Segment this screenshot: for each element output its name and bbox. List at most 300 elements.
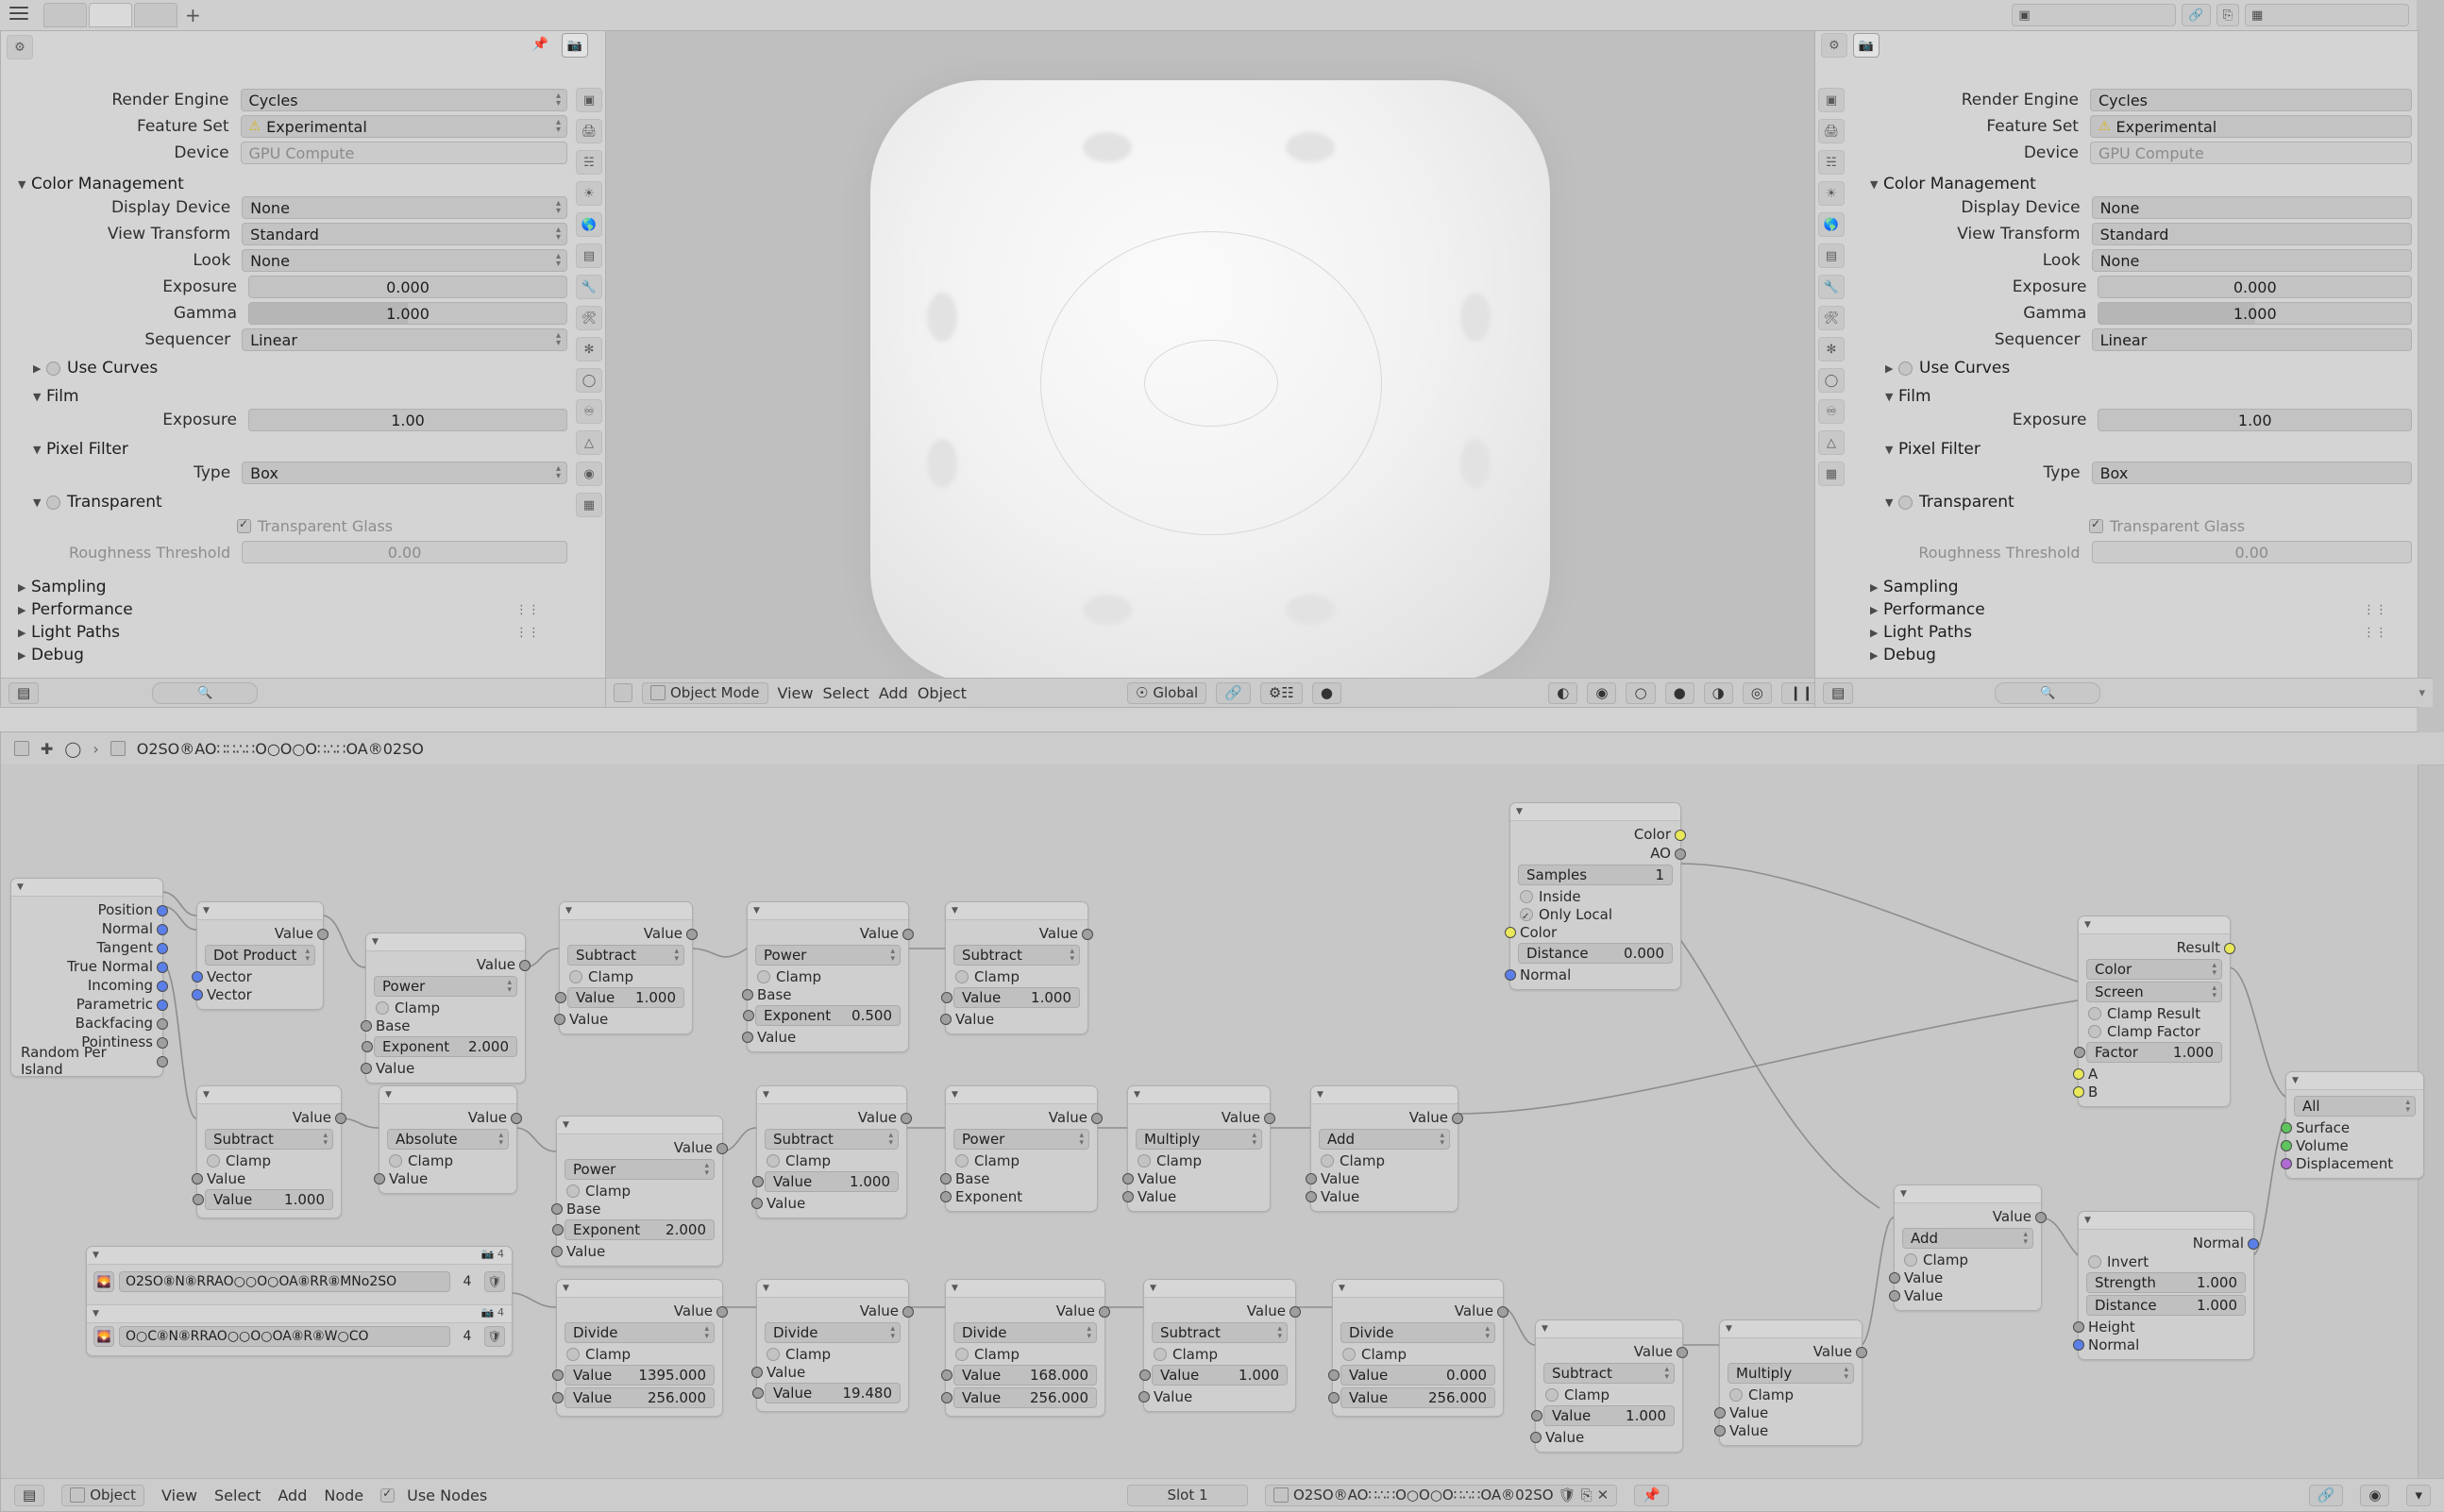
node-header[interactable] — [1311, 1086, 1458, 1104]
tab-viewlayer-icon[interactable]: ☵ — [1818, 150, 1845, 175]
snap-target[interactable]: ⚙☷ — [1260, 682, 1303, 704]
input-row-b[interactable] — [2079, 1083, 2230, 1100]
editor-mode-selector[interactable] — [642, 682, 768, 704]
value-field[interactable] — [565, 1387, 715, 1408]
output-socket[interactable] — [519, 960, 531, 971]
output-row-result[interactable] — [2079, 938, 2230, 957]
output-socket[interactable] — [335, 1113, 346, 1124]
output-socket[interactable] — [1452, 1113, 1463, 1124]
input-row[interactable] — [1895, 1268, 2041, 1286]
sampling-section[interactable] — [1853, 576, 2412, 598]
output-socket-pointiness[interactable] — [157, 1037, 168, 1049]
socket-row-normal[interactable] — [11, 919, 162, 938]
input-socket[interactable] — [940, 1014, 952, 1025]
roughness-threshold-value[interactable] — [2092, 541, 2412, 563]
input-row-vector-1[interactable] — [197, 967, 323, 985]
transparent-glass-toggle[interactable] — [2089, 517, 2245, 535]
tab-world-icon[interactable]: 🌎 — [1818, 212, 1845, 237]
display-device-value[interactable] — [242, 196, 567, 219]
light-paths-section[interactable] — [1, 621, 567, 644]
output-row[interactable] — [1144, 1302, 1295, 1320]
input-row-color[interactable] — [1510, 923, 1680, 941]
bump-distance-field[interactable] — [2086, 1295, 2246, 1316]
output-socket[interactable] — [902, 1306, 914, 1318]
operation-dropdown[interactable] — [565, 1159, 715, 1180]
material-slot-selector[interactable] — [1127, 1485, 1248, 1506]
node-header[interactable] — [557, 1280, 722, 1298]
operation-dropdown[interactable] — [953, 1322, 1097, 1343]
value-field[interactable] — [953, 1365, 1097, 1386]
transform-orientation-selector[interactable]: ☉ Global — [1127, 682, 1206, 704]
value-field[interactable] — [374, 1036, 517, 1057]
output-socket[interactable] — [1289, 1306, 1301, 1318]
tab-output-icon[interactable]: 🖨 — [576, 119, 602, 143]
node-header[interactable] — [1144, 1280, 1295, 1298]
output-socket[interactable] — [1264, 1113, 1275, 1124]
performance-section[interactable] — [1853, 598, 2412, 621]
operation-dropdown[interactable] — [1902, 1228, 2033, 1249]
node-mix[interactable] — [2078, 916, 2231, 1107]
input-socket[interactable] — [743, 1010, 754, 1021]
material-name-field[interactable] — [1265, 1485, 1617, 1506]
image-icon[interactable]: 🌄 — [93, 1326, 114, 1347]
sampling-section[interactable] — [1, 576, 567, 598]
output-row-color[interactable] — [1510, 825, 1680, 844]
film-exposure-value[interactable] — [248, 409, 567, 431]
3d-viewport[interactable] — [605, 30, 1815, 708]
node-header[interactable] — [2079, 916, 2230, 934]
clamp-toggle[interactable] — [560, 967, 692, 985]
input-row[interactable] — [379, 1169, 516, 1187]
copy-icon[interactable]: ⎘ — [2216, 4, 2239, 26]
input-socket-b[interactable] — [2073, 1086, 2084, 1098]
feature-set-value[interactable] — [2090, 115, 2412, 138]
node-header[interactable] — [1510, 803, 1680, 821]
clamp-toggle[interactable] — [557, 1345, 722, 1363]
menu-select[interactable]: Select — [822, 683, 869, 702]
output-socket-parametric[interactable] — [157, 1000, 168, 1011]
shield-icon[interactable]: 🛡 — [484, 1326, 505, 1347]
inside-toggle[interactable] — [1510, 887, 1680, 905]
output-row[interactable] — [197, 924, 323, 943]
input-socket[interactable] — [1306, 1191, 1317, 1202]
input-row[interactable] — [1720, 1403, 1862, 1421]
filter-type-value[interactable] — [2092, 462, 2412, 484]
input-socket[interactable] — [940, 1173, 952, 1184]
operation-dropdown[interactable] — [374, 976, 517, 997]
node-math-divide-4[interactable] — [1332, 1279, 1504, 1417]
input-socket[interactable] — [751, 1198, 763, 1209]
image-icon[interactable]: 🌄 — [93, 1271, 114, 1292]
clamp-toggle[interactable] — [946, 1345, 1104, 1363]
node-math-divide-3[interactable] — [945, 1279, 1105, 1417]
output-row[interactable] — [946, 1108, 1097, 1127]
value-field[interactable] — [565, 1365, 715, 1386]
input-row-height[interactable] — [2079, 1318, 2253, 1336]
device-value[interactable] — [2090, 142, 2412, 164]
tab-particles-icon[interactable]: ✻ — [1818, 337, 1845, 361]
snap-toggle[interactable]: 🔗 — [1216, 682, 1251, 704]
output-row[interactable] — [1128, 1108, 1270, 1127]
node-header[interactable] — [197, 1086, 341, 1104]
clamp-toggle[interactable] — [757, 1345, 908, 1363]
menu-view[interactable]: View — [777, 683, 814, 702]
clamp-toggle[interactable] — [748, 967, 908, 985]
sequencer-value[interactable] — [2092, 328, 2412, 351]
clamp-toggle[interactable] — [557, 1182, 722, 1200]
input-row[interactable] — [757, 1194, 906, 1212]
operation-dropdown[interactable] — [953, 945, 1080, 966]
properties-search-left[interactable]: 🔍 — [152, 682, 258, 704]
distance-field[interactable] — [1518, 943, 1673, 964]
input-row[interactable] — [1895, 1286, 2041, 1304]
tab-output-icon[interactable]: 🖨 — [1818, 119, 1845, 143]
operation-dropdown[interactable] — [565, 1322, 715, 1343]
output-row[interactable] — [757, 1108, 906, 1127]
value-field[interactable] — [1340, 1387, 1495, 1408]
shading-wireframe[interactable]: ○ — [1626, 682, 1655, 704]
node-header[interactable] — [2079, 1212, 2253, 1230]
transparent-section[interactable] — [1, 491, 567, 513]
input-socket[interactable] — [554, 1014, 565, 1025]
node-math-subtract-4[interactable] — [756, 1085, 907, 1218]
input-socket[interactable] — [1328, 1369, 1340, 1381]
input-socket[interactable] — [941, 1392, 952, 1403]
node-header[interactable] — [946, 1280, 1104, 1298]
input-socket[interactable] — [751, 1367, 763, 1378]
output-socket[interactable] — [902, 929, 914, 940]
tab-render-icon[interactable]: ▣ — [1818, 88, 1845, 112]
node-image-group[interactable] — [86, 1246, 513, 1356]
node-canvas[interactable] — [1, 764, 2418, 1479]
input-socket-volume[interactable] — [2281, 1140, 2292, 1151]
clamp-toggle[interactable] — [1895, 1251, 2041, 1268]
input-row[interactable] — [366, 1016, 525, 1034]
operation-dropdown[interactable] — [953, 1129, 1089, 1150]
input-socket[interactable] — [1138, 1391, 1150, 1403]
output-row[interactable] — [1536, 1342, 1682, 1361]
tab-object-icon[interactable]: 🔧 — [1818, 275, 1845, 299]
tab-physics-icon[interactable]: ◯ — [1818, 368, 1845, 393]
options-icon[interactable]: ⋮⋮ — [2363, 602, 2387, 617]
input-socket-vector[interactable] — [192, 971, 203, 983]
use-nodes-toggle[interactable] — [380, 1487, 487, 1504]
clamp-toggle[interactable] — [1536, 1386, 1682, 1403]
film-section[interactable] — [1, 385, 567, 408]
operation-dropdown[interactable] — [1136, 1129, 1262, 1150]
editor-type-button-node[interactable]: ▤ — [14, 1485, 44, 1506]
node-math-subtract-5[interactable] — [1143, 1279, 1296, 1412]
output-row[interactable] — [1311, 1108, 1458, 1127]
tab-object-icon[interactable]: 🔧 — [576, 275, 602, 299]
input-socket-normal[interactable] — [2073, 1339, 2084, 1351]
input-row[interactable] — [366, 1059, 525, 1077]
output-socket[interactable] — [1082, 929, 1093, 940]
filter-type-value[interactable] — [242, 462, 567, 484]
operation-dropdown[interactable] — [205, 945, 315, 966]
node-math-power-3[interactable] — [556, 1116, 723, 1267]
pin-icon-left[interactable]: 📌 — [531, 37, 548, 52]
operation-dropdown[interactable] — [1728, 1363, 1854, 1384]
operation-dropdown[interactable] — [765, 1322, 901, 1343]
input-socket[interactable] — [555, 992, 566, 1003]
proportional-edit-toggle[interactable]: ● — [1312, 682, 1341, 704]
look-value[interactable] — [2092, 249, 2412, 272]
output-socket-normal[interactable] — [2248, 1238, 2259, 1250]
input-row[interactable] — [560, 1010, 692, 1028]
image-name-field[interactable]: O○C⑧N⑧RRAO○○O○OA⑧R⑧W○CO — [119, 1326, 450, 1347]
shield-icon[interactable]: 🛡 — [484, 1271, 505, 1292]
output-socket-incoming[interactable] — [157, 981, 168, 992]
clamp-toggle[interactable] — [379, 1151, 516, 1169]
input-socket[interactable] — [1139, 1369, 1151, 1381]
node-header[interactable] — [366, 933, 525, 951]
factor-field[interactable] — [2086, 1042, 2222, 1063]
input-socket[interactable] — [552, 1392, 564, 1403]
link-icon[interactable]: 🔗 — [2182, 4, 2210, 26]
input-row[interactable] — [748, 1028, 908, 1046]
viewport-overlay-toggle[interactable]: ◐ — [1548, 682, 1577, 704]
input-socket[interactable] — [193, 1194, 204, 1205]
blend-mode-dropdown[interactable] — [2086, 982, 2222, 1002]
image-name-field[interactable]: O2SO⑧N⑧RRAO○○O○OA⑧RR⑧MNo2SO — [119, 1271, 450, 1292]
menu-node[interactable]: Node — [324, 1486, 364, 1504]
socket-row-random-per-island[interactable] — [11, 1044, 162, 1078]
output-row[interactable] — [560, 924, 692, 943]
value-field[interactable] — [1152, 1365, 1288, 1386]
operation-dropdown[interactable] — [567, 945, 684, 966]
snap-node-toggle[interactable]: 🔗 — [2309, 1485, 2344, 1506]
input-socket-displacement[interactable] — [2281, 1158, 2292, 1169]
debug-section[interactable] — [1853, 644, 2412, 666]
menu-select[interactable]: Select — [214, 1486, 261, 1504]
input-row-a[interactable] — [2079, 1065, 2230, 1083]
options-icon[interactable]: ⋮⋮ — [515, 602, 540, 617]
view-transform-value[interactable] — [242, 223, 567, 245]
output-socket-position[interactable] — [157, 905, 168, 916]
input-row-volume[interactable] — [2286, 1136, 2423, 1154]
clamp-toggle[interactable] — [197, 1151, 341, 1169]
operation-dropdown[interactable] — [1543, 1363, 1675, 1384]
props-tab-render-left[interactable]: 📷 — [562, 33, 588, 58]
node-header[interactable] — [748, 902, 908, 920]
input-socket[interactable] — [551, 1246, 563, 1257]
node-header[interactable] — [757, 1280, 908, 1298]
output-row[interactable] — [757, 1302, 908, 1320]
node-header[interactable] — [560, 902, 692, 920]
strength-field[interactable] — [2086, 1272, 2246, 1293]
input-socket-surface[interactable] — [2281, 1122, 2292, 1134]
clamp-toggle[interactable] — [1128, 1151, 1270, 1169]
add-workspace-button[interactable]: + — [185, 4, 201, 26]
exposure-value[interactable] — [248, 276, 567, 298]
tab-render-icon[interactable]: ▣ — [576, 88, 602, 112]
use-curves-checkbox[interactable] — [46, 361, 60, 376]
output-row[interactable] — [1720, 1342, 1862, 1361]
shading-material[interactable]: ◑ — [1704, 682, 1733, 704]
input-socket[interactable] — [552, 1369, 564, 1381]
output-socket-normal[interactable] — [157, 924, 168, 935]
input-row[interactable] — [757, 1363, 908, 1381]
data-type-dropdown[interactable] — [2086, 959, 2222, 980]
output-row[interactable] — [748, 924, 908, 943]
input-row[interactable] — [557, 1200, 722, 1218]
collapse-icon[interactable]: ▾ — [2419, 685, 2425, 700]
tab-data-icon[interactable]: △ — [1818, 430, 1845, 455]
only-local-toggle[interactable] — [1510, 905, 1680, 923]
input-socket[interactable] — [1306, 1173, 1317, 1184]
clamp-toggle[interactable] — [1333, 1345, 1503, 1363]
output-row[interactable] — [197, 1108, 341, 1127]
use-curves-row[interactable] — [1, 357, 567, 379]
input-socket[interactable] — [1328, 1392, 1340, 1403]
input-socket-a[interactable] — [2073, 1068, 2084, 1080]
output-socket[interactable] — [1677, 1347, 1688, 1358]
socket-row-incoming[interactable] — [11, 976, 162, 995]
input-socket[interactable] — [752, 1387, 764, 1399]
gizmo-icon[interactable] — [614, 683, 632, 702]
render-engine-value[interactable] — [2090, 89, 2412, 111]
add-icon[interactable]: ✚ — [41, 739, 54, 758]
input-row[interactable] — [748, 985, 908, 1003]
input-row[interactable] — [1720, 1421, 1862, 1439]
transparent-checkbox[interactable] — [46, 496, 60, 510]
node-header[interactable] — [1720, 1320, 1862, 1338]
workspace-tab-1[interactable] — [43, 3, 87, 27]
node-header[interactable] — [1333, 1280, 1503, 1298]
node-header[interactable] — [379, 1086, 516, 1104]
input-row[interactable] — [946, 1010, 1087, 1028]
input-row[interactable] — [1536, 1428, 1682, 1446]
use-curves-row[interactable] — [1853, 357, 2412, 379]
pixel-filter-section[interactable] — [1853, 438, 2412, 461]
node-header[interactable] — [2286, 1072, 2423, 1090]
options-icon[interactable]: ⋮⋮ — [2363, 625, 2387, 640]
light-paths-section[interactable] — [1853, 621, 2412, 644]
shield-icon[interactable]: 🛡 — [1558, 1487, 1576, 1504]
input-socket[interactable] — [551, 1203, 563, 1215]
node-math-power-4[interactable] — [945, 1085, 1098, 1212]
pause-render-button[interactable]: ❙❙ — [1781, 682, 1822, 704]
value-field[interactable] — [1340, 1365, 1495, 1386]
film-exposure-value[interactable] — [2098, 409, 2412, 431]
input-socket[interactable] — [1122, 1173, 1134, 1184]
value-field[interactable] — [953, 1387, 1097, 1408]
input-socket[interactable] — [192, 1173, 203, 1184]
transparent-checkbox[interactable] — [1898, 496, 1913, 510]
output-socket-random[interactable] — [157, 1056, 168, 1067]
socket-row-tangent[interactable] — [11, 938, 162, 957]
input-row[interactable] — [1144, 1387, 1295, 1405]
operation-dropdown[interactable] — [755, 945, 901, 966]
operation-dropdown[interactable] — [1340, 1322, 1495, 1343]
output-row-normal[interactable] — [2079, 1234, 2253, 1252]
operation-dropdown[interactable] — [205, 1129, 333, 1150]
clamp-toggle[interactable] — [757, 1151, 906, 1169]
performance-section[interactable] — [1, 598, 567, 621]
input-row-vector-2[interactable] — [197, 985, 323, 1003]
operation-dropdown[interactable] — [1319, 1129, 1450, 1150]
look-value[interactable] — [242, 249, 567, 272]
close-icon[interactable]: ✕ — [1596, 1487, 1610, 1504]
node-header[interactable] — [946, 902, 1087, 920]
tab-constraint-icon[interactable]: ♾ — [1818, 399, 1845, 424]
output-socket-tangent[interactable] — [157, 943, 168, 954]
node-math-add-2[interactable] — [1894, 1184, 2042, 1311]
node-geometry[interactable] — [10, 878, 163, 1077]
burger-icon[interactable] — [9, 7, 28, 22]
output-row[interactable] — [379, 1108, 516, 1127]
output-socket[interactable] — [1091, 1113, 1103, 1124]
viewlayer-selector[interactable]: ▦ — [2245, 4, 2409, 26]
editor-type-button-right[interactable]: ▤ — [1823, 682, 1853, 704]
output-socket-result[interactable] — [2224, 943, 2235, 954]
input-row-surface[interactable] — [2286, 1118, 2423, 1136]
output-socket[interactable] — [716, 1143, 728, 1154]
node-header[interactable] — [946, 1086, 1097, 1104]
node-header[interactable] — [1895, 1185, 2041, 1203]
input-socket[interactable] — [1530, 1432, 1542, 1443]
clamp-toggle[interactable] — [1311, 1151, 1458, 1169]
tab-world-icon[interactable]: 🌎 — [576, 212, 602, 237]
display-device-value[interactable] — [2092, 196, 2412, 219]
overlay-toggle[interactable]: ◉ — [2360, 1485, 2389, 1506]
node-bump[interactable] — [2078, 1211, 2254, 1360]
output-socket[interactable] — [1856, 1347, 1867, 1358]
value-field[interactable] — [765, 1383, 901, 1403]
tab-texture-icon[interactable]: ▦ — [576, 493, 602, 517]
tab-particles-icon[interactable]: ✻ — [576, 337, 602, 361]
editor-type-icon-left[interactable]: ⚙ — [7, 35, 31, 56]
output-socket[interactable] — [2035, 1212, 2047, 1223]
breadcrumb[interactable]: O2SO®AO∷∷∴∷O○O○O∷∴∷OA®02SO — [136, 739, 424, 758]
options-icon[interactable]: ▾ — [2406, 1485, 2431, 1506]
output-socket[interactable] — [686, 929, 698, 940]
tab-texture-icon[interactable]: ▦ — [1818, 462, 1845, 486]
tab-material-icon[interactable]: ◉ — [576, 462, 602, 486]
input-row-normal[interactable] — [2079, 1336, 2253, 1353]
output-socket[interactable] — [901, 1113, 912, 1124]
invert-toggle[interactable] — [2079, 1252, 2253, 1270]
image-item-1[interactable] — [93, 1271, 505, 1292]
tab-viewlayer-icon[interactable]: ☵ — [576, 150, 602, 175]
input-row-displacement[interactable] — [2286, 1154, 2423, 1172]
input-row[interactable] — [1311, 1169, 1458, 1187]
clamp-factor-toggle[interactable] — [2079, 1022, 2230, 1040]
transparent-section[interactable] — [1853, 491, 2412, 513]
xray-toggle[interactable]: ◉ — [1587, 682, 1616, 704]
node-material-output[interactable] — [2285, 1071, 2424, 1179]
value-field[interactable] — [755, 1005, 901, 1026]
input-socket[interactable] — [1531, 1410, 1542, 1421]
output-socket[interactable] — [1099, 1306, 1110, 1318]
output-socket[interactable] — [1497, 1306, 1509, 1318]
node-vector-math[interactable] — [196, 901, 324, 1010]
shader-type-selector[interactable] — [61, 1485, 144, 1506]
input-row[interactable] — [557, 1242, 722, 1260]
clamp-toggle[interactable] — [366, 999, 525, 1016]
samples-field[interactable] — [1518, 865, 1673, 885]
input-socket-height[interactable] — [2073, 1321, 2084, 1333]
output-row[interactable] — [946, 1302, 1104, 1320]
copy-icon[interactable]: ⎘ — [1580, 1487, 1593, 1504]
value-field[interactable] — [205, 1189, 333, 1210]
tab-scene-icon[interactable]: ☀ — [1818, 181, 1845, 206]
shading-solid[interactable]: ● — [1665, 682, 1694, 704]
view-transform-value[interactable] — [2092, 223, 2412, 245]
socket-row-true-normal[interactable] — [11, 957, 162, 976]
debug-section[interactable] — [1, 644, 567, 666]
